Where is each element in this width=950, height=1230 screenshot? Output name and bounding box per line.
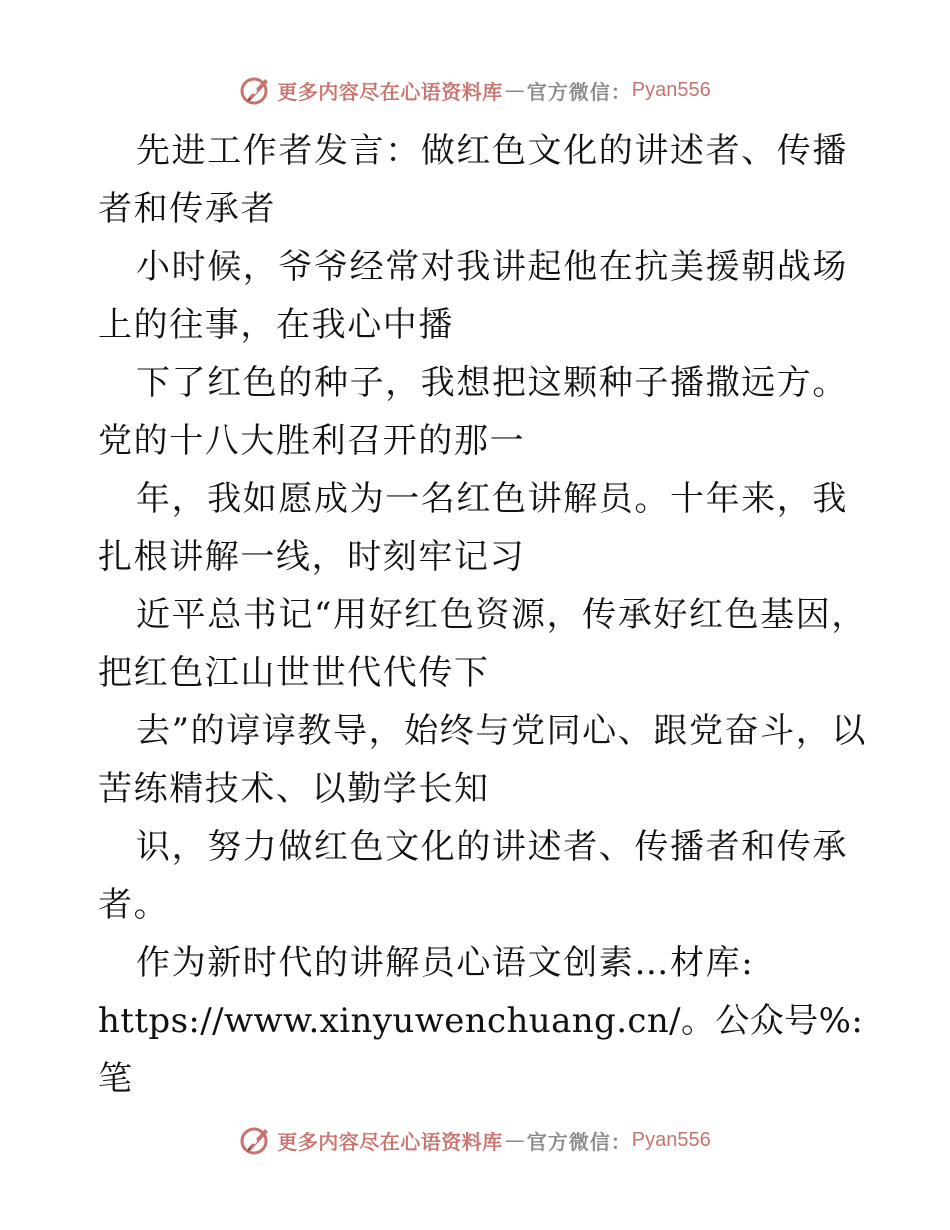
paragraph: 下了红色的种子，我想把这颗种子播撒远方。党的十八大胜利召开的那一 [98,363,848,461]
paragraph: 年，我如愿成为一名红色讲解员。十年来，我扎根讲解一线，时刻牢记习 [98,479,848,577]
paragraph: 近平总书记“用好红色资源，传承好红色基因，把红色江山世世代代传下 [98,595,867,693]
banner-wechat-label: 官方微信： [526,79,632,104]
document-title: 先进工作者发言：做红色文化的讲述者、传播者和传承者 [98,131,848,229]
banner-title: 更多内容尽在心语资料库 [277,1129,503,1154]
quill-pen-logo-icon [239,73,273,107]
paragraph: 作为新时代的讲解员心语文创素…材库: [136,943,755,983]
paragraph: 小时候，爷爷经常对我讲起他在抗美援朝战场上的往事，在我心中播 [98,247,848,345]
footer-banner [0,1120,950,1160]
banner-wechat-id: Pyan556 [631,1128,711,1151]
banner-wechat-id: Pyan556 [631,78,711,101]
quill-pen-logo-icon [239,1123,273,1157]
banner-dash: — [504,78,525,102]
banner-title: 更多内容尽在心语资料库 [277,79,503,104]
banner-dash: — [504,1128,525,1152]
paragraph: 识，努力做红色文化的讲述者、传播者和传承者。 [98,827,848,925]
paragraph: 去”的谆谆教导，始终与党同心、跟党奋斗，以苦练精技术、以勤学长知 [98,711,867,809]
url-line: https://www.xinyuwenchuang.cn/。公众号%: 笔 [98,1001,864,1099]
header-banner [0,70,950,110]
banner-wechat-label: 官方微信： [526,1129,632,1154]
document-body [98,122,868,1108]
